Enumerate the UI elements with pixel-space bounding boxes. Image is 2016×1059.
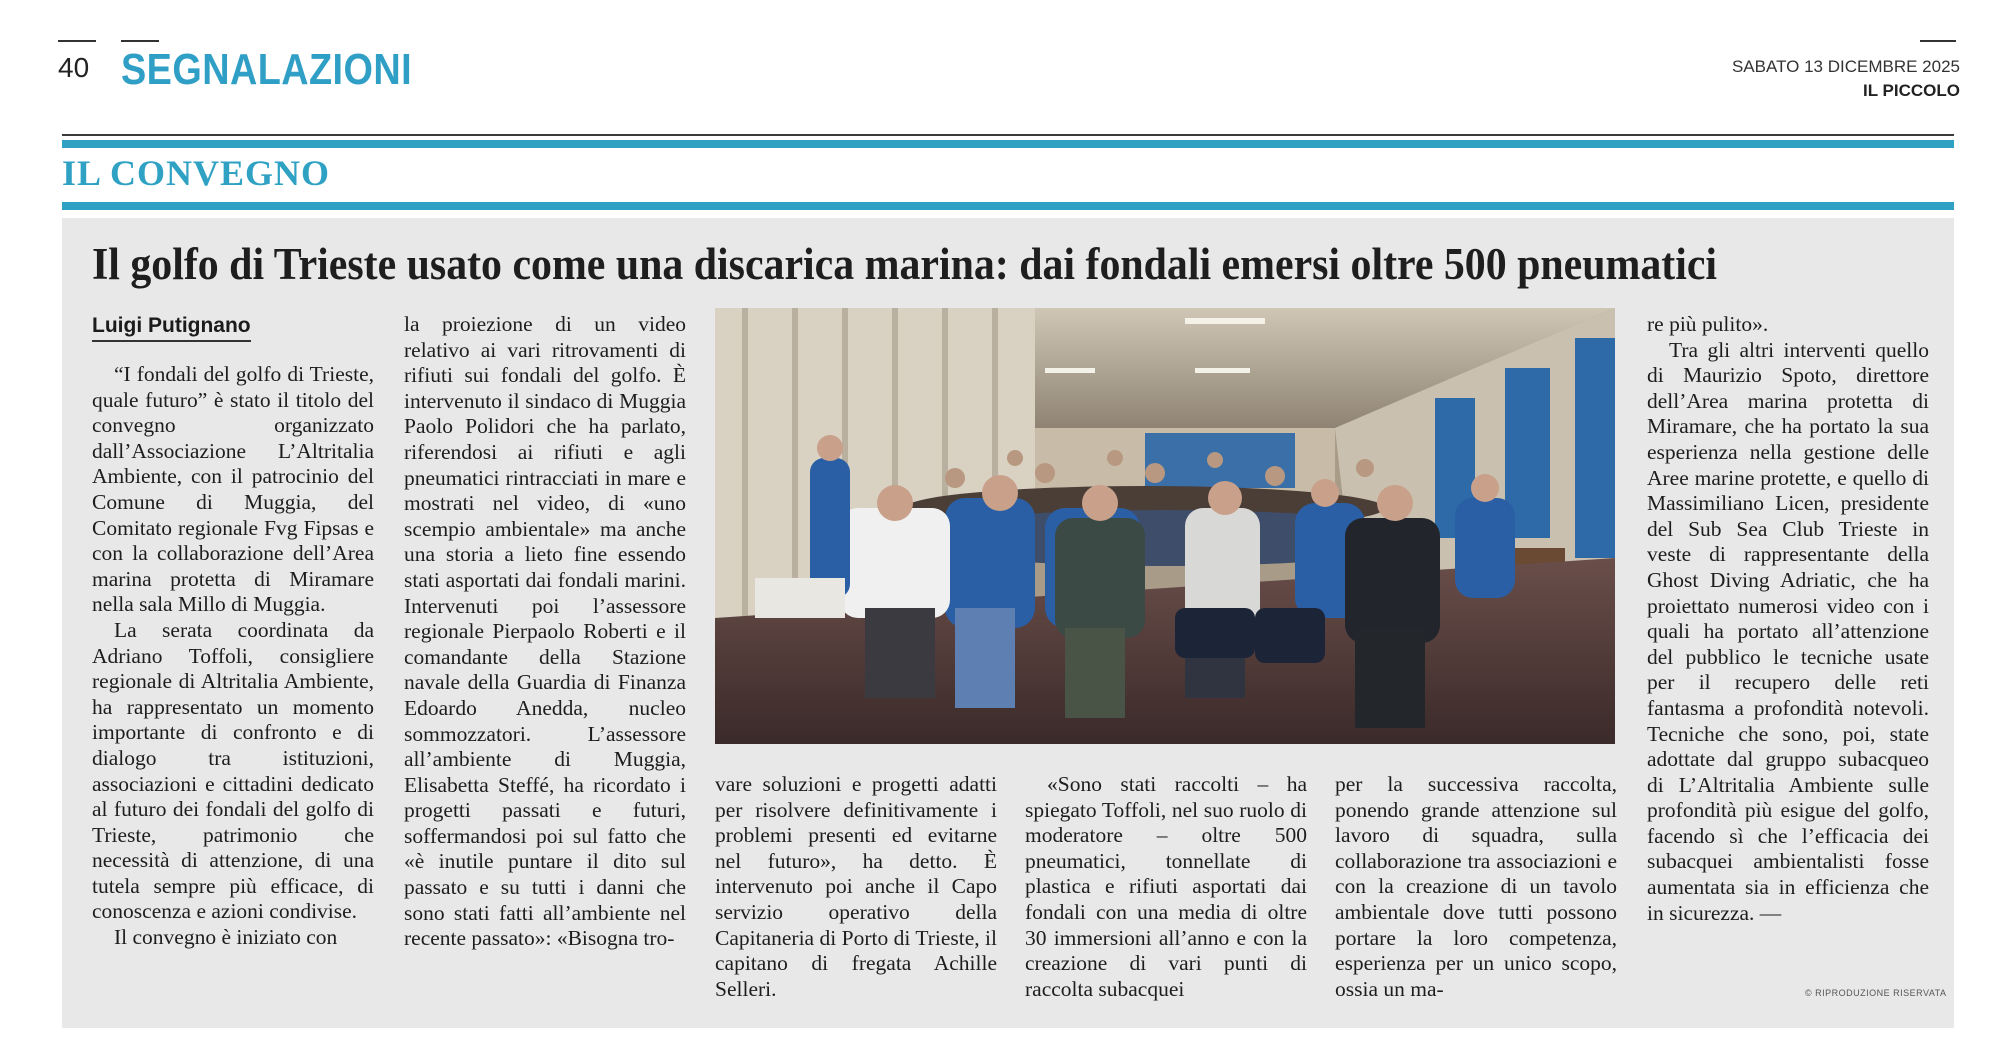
accent-bar	[62, 202, 1954, 210]
paragraph: Tra gli altri interventi quello di Maurizio Spoto, direttore dell’Area marina protetta di Miramare, che ha portato la sua esperienza nella gestione delle Aree marine protette, e quello di Massimiliano Licen, presidente del Sub Sea Club Trieste in veste di rappresentante della Ghost Diving Adriatic, che ha proiettato numerosi video con i quali ha portato all’attenzione del pubblico le tecniche usate per il recupero delle reti fantasma a profondità notevoli. Tecniche che sono, poi, state adottate dal gruppo subacqueo di L’Altritalia Ambiente sulle profondità più esigue del golfo, facendo sì che l’efficacia dei subacquei ambientalisti fosse aumentata sia in efficienza che in sicurezza. —	[1647, 337, 1929, 925]
article-column-4	[1025, 772, 1307, 1002]
article-column-2	[404, 312, 686, 952]
audience-photo-illustration	[715, 308, 1615, 744]
paragraph: Il convegno è iniziato con	[114, 925, 338, 950]
article-column-5	[1335, 772, 1617, 1002]
article-column-1	[92, 362, 374, 951]
page-number: 40	[58, 52, 90, 83]
kicker: IL CONVEGNO	[62, 153, 331, 193]
article-column-6	[1647, 312, 1929, 926]
masthead-rule	[121, 40, 159, 42]
conference-photo	[715, 308, 1615, 744]
paragraph: La serata coordinata da Adriano Toffoli, consigliere regionale di Altritalia Ambiente, ha rappresentato un momento importante di confronto e di dialogo tra istituzioni, associazioni e cittadini dedicato al futuro dei fondali del golfo di Trieste, patrimonio che necessità di attenzione, di una tutela sempre più efficace, di conoscenza e azioni condivise.	[92, 617, 374, 924]
paragraph: la proiezione di un video relativo ai vari ritrovamenti di rifiuti sui fondali del golfo. È intervenuto il sindaco di Muggia Paolo Polidori che ha parlato, riferendosi ai rifiuti e agli pneumatici rintracciati in mare e mostrati nel video, di «uno scempio ambientale» ma anche una storia a lieto fine essendo stati asportati dai fondali marini. Intervenuti poi l’assessore regionale Pierpaolo Roberti e il comandante della Stazione navale della Guardia di Finanza Edoardo Anedda, nucleo sommozzatori. L’assessore all’ambiente di Muggia, Elisabetta Steffé, ha ricordato i progetti passati e futuri, soffermandosi poi sul fatto che «è inutile puntare il dito sul passato e su tutti i danni che sono stati fatti all’ambiente nel recente passato»: «Bisogna tro-	[404, 312, 686, 951]
newspaper-name: IL PICCOLO	[1863, 81, 1960, 100]
dateline	[1732, 55, 1960, 103]
paragraph: “I fondali del golfo di Trieste, quale futuro” è stato il titolo del convegno organizzato dall’Associazione L’Altritalia Ambiente, con il patrocinio del Comune di Muggia, del Comitato regionale Fvg Fipsas e con la collaborazione dell’Area marina protetta di Miramare nella sala Millo di Muggia.	[92, 362, 374, 617]
article-column-3	[715, 772, 997, 1002]
copyright-notice: © RIPRODUZIONE RISERVATA	[1805, 988, 1947, 998]
publication-date: SABATO 13 DICEMBRE 2025	[1731, 57, 1960, 76]
masthead-rule	[1920, 40, 1956, 42]
section-title: SEGNALAZIONI	[121, 45, 413, 94]
paragraph: re più pulito».	[1647, 312, 1769, 336]
paragraph: «Sono stati raccolti – ha spiegato Toffoli, nel suo ruolo di moderatore – oltre 500 pneumatici, tonnellate di plastica e rifiuti asportati dai fondali con una media di oltre 30 immersioni all’anno e con la creazione di vari punti di raccolta subacquei	[1025, 772, 1307, 1001]
masthead-rule	[58, 40, 96, 42]
divider	[62, 134, 1954, 136]
accent-bar	[62, 140, 1954, 148]
paragraph: per la successiva raccolta, ponendo grande attenzione sul lavoro di squadra, sulla collaborazione tra associazioni e con la creazione di un tavolo ambientale dove tutti possono portare la loro competenza, esperienza per un unico scopo, ossia un ma-	[1335, 772, 1617, 1001]
byline: Luigi Putignano	[92, 314, 251, 342]
paragraph: vare soluzioni e progetti adatti per risolvere definitivamente i problemi presenti ed evitarne nel futuro», ha detto. È intervenuto poi anche il Capo servizio operativo della Capitaneria di Porto di Trieste, il capitano di fregata Achille Selleri.	[715, 772, 997, 1001]
headline: Il golfo di Trieste usato come una discarica marina: dai fondali emersi oltre 500 pneumatici	[92, 239, 1718, 289]
